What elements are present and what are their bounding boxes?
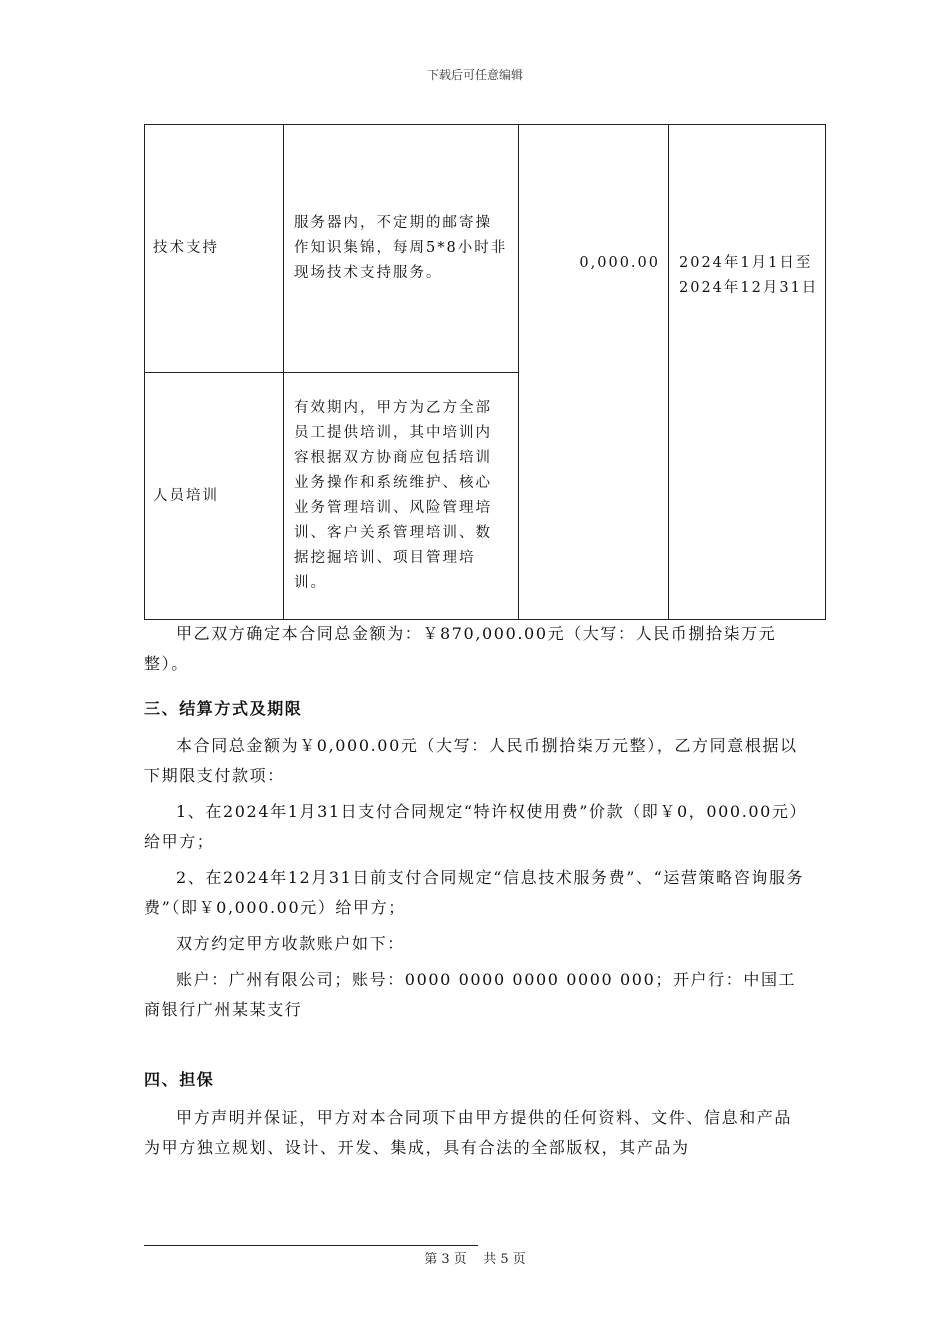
table-row xyxy=(145,125,826,373)
service-name: 技术支持 xyxy=(145,125,284,373)
footer-divider xyxy=(144,1245,478,1246)
contract-body xyxy=(144,619,809,1163)
service-period: 2024年1月1日至2024年12月31日 xyxy=(669,125,826,620)
paragraph: 1、在2024年1月31日支付合同规定“特许权使用费”价款（即￥0，000.00元）给甲方； xyxy=(144,802,808,851)
account-paragraph: 账户：广州有限公司；账号：0000 0000 0000 0000 000；开户行：中国工商银行广州某某支行 xyxy=(144,970,797,1019)
service-name: 人员培训 xyxy=(145,373,284,620)
paragraph: 双方约定甲方收款账户如下： xyxy=(176,934,405,953)
section-title: 四、担保 xyxy=(144,1070,215,1089)
page-header: 下载后可任意编辑 xyxy=(426,68,523,82)
paragraph: 甲方声明并保证，甲方对本合同项下由甲方提供的任何资料、文件、信息和产品为甲方独立规划、设计、开发、集成，具有合法的全部版权，其产品为 xyxy=(144,1108,793,1157)
page-footer: 第 3 页 共 5 页 xyxy=(424,1252,526,1267)
total-amount-paragraph: 甲乙双方确定本合同总金额为：￥870,000.00元（大写：人民币捌拾柒万元整）。 xyxy=(144,624,777,673)
paragraph: 本合同总金额为￥0,000.00元（大写：人民币捌拾柒万元整），乙方同意根据以下期限支付款项： xyxy=(144,736,798,785)
section-title: 三、结算方式及期限 xyxy=(144,699,303,718)
service-description: 有效期内，甲方为乙方全部员工提供培训，其中培训内容根据双方协商应包括培训业务操作和系统维护、核心业务管理培训、风险管理培训、客户关系管理培训、数据挖掘培训、项目管理培训。 xyxy=(284,373,519,620)
service-table xyxy=(144,124,826,620)
service-amount: 0,000.00 xyxy=(519,125,669,620)
service-description: 服务器内，不定期的邮寄操作知识集锦，每周5*8小时非现场技术支持服务。 xyxy=(284,125,519,373)
paragraph: 2、在2024年12月31日前支付合同规定“信息技术服务费”、“运营策略咨询服务费”（即￥0,000.00元）给甲方； xyxy=(144,868,805,917)
